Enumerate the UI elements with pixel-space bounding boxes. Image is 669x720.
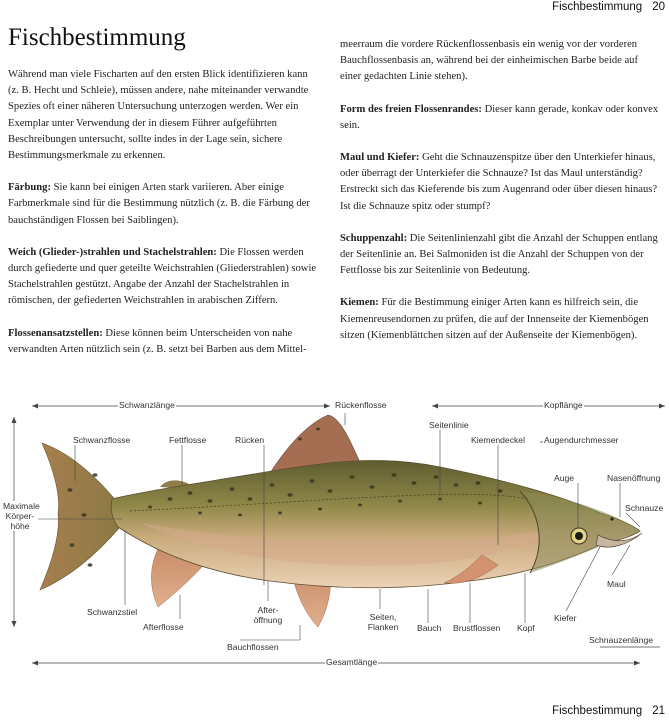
faerbung-paragraph: [8, 180, 318, 229]
footer-title: Fischbestimmung: [552, 705, 643, 717]
schuppen-term: Schuppenzahl:: [340, 232, 408, 244]
label-seitenlinie: Seitenlinie: [429, 420, 469, 430]
continuation-paragraph: [340, 37, 660, 86]
kiemen-paragraph: [340, 295, 660, 344]
schuppen-paragraph: [340, 231, 660, 280]
maul-paragraph: [340, 150, 660, 215]
label-nasenoeffnung: Nasenöffnung: [607, 473, 661, 483]
strahlen-paragraph: [8, 245, 318, 310]
label-ruecken: Rücken: [235, 435, 265, 445]
label-kiefer: Kiefer: [554, 613, 577, 623]
label-bauchflossen: Bauchflossen: [227, 642, 279, 652]
label-maul: Maul: [607, 579, 626, 589]
kiemen-term: Kiemen:: [340, 297, 379, 309]
label-kopflaenge: Kopflänge: [544, 400, 583, 410]
label-fettflosse: Fettflosse: [169, 435, 207, 445]
ansatz-term: Flossenansatzstellen:: [8, 327, 103, 339]
running-header: [552, 1, 665, 13]
faerbung-term: Färbung:: [8, 182, 51, 194]
label-maximale-koerperhoehe: Maximale Körper- höhe: [3, 501, 40, 531]
intro-text: Während man viele Fischarten auf den ersten Blick identifizieren kann (z. B. Hecht und Schleie), müssen andere, nahe miteinander verwandte Spezies oft einer näheren Untersuchung unterzogen werden. Wer ein Exemplar unter Verwendung der in diesem Führer aufgeführten Beschreibungen untersucht, sollte indes in der Lage sein, sichere Bestimmungsmerkmale zu erkennen.: [8, 69, 309, 162]
label-kopf: Kopf: [517, 623, 535, 633]
label-schwanzflosse: Schwanzflosse: [73, 435, 131, 445]
right-text-column: [340, 37, 660, 360]
continuation-text: meerraum die vordere Rückenflossenbasis ein wenig vor der vorderen Bauchflossenbasis an, während bei der einheimischen Barbe beide auf einer gedachten Linie stehen).: [340, 39, 638, 83]
label-schnauze: Schnauze: [625, 503, 664, 513]
faerbung-text: Sie kann bei einigen Arten stark variieren. Aber einige Farbmerkmale sind für die Bestimmung nützlich (z. B. die Färbung der bauchständigen Flossen bei Saiblingen).: [8, 182, 310, 226]
pupil-shape: [575, 532, 583, 540]
header-title: Fischbestimmung: [552, 1, 643, 13]
form-text: Dieser kann gerade, konkav oder konvex sein.: [340, 103, 659, 131]
label-afterflosse: Afterflosse: [143, 622, 184, 632]
ansatz-paragraph: [8, 326, 318, 358]
label-bauch: Bauch: [417, 623, 442, 633]
label-auge: Auge: [554, 473, 575, 483]
label-gesamtlaenge: Gesamtlänge: [326, 657, 378, 667]
label-seiten-flanken: Seiten, Flanken: [364, 612, 402, 632]
label-afteroeffnung: After- öffnung: [253, 605, 283, 625]
label-schnauzenlaenge: Schnauzenlänge: [589, 635, 654, 645]
label-brustflossen: Brustflossen: [453, 623, 501, 633]
page-title: Fischbestimmung: [8, 24, 186, 51]
fish-anatomy-diagram: [0, 395, 669, 675]
label-kiemendeckel: Kiemendeckel: [471, 435, 525, 445]
left-text-column: [8, 67, 318, 374]
form-paragraph: [340, 102, 660, 134]
strahlen-text: Die Flossen werden durch gefiederte und quer geteilte Weichstrahlen (Gliederstrahlen) sowie Stachelstrahlen gestützt. Angabe der Anzahl der Stachelstrahlen in römischen, der gefiederten Weichstrahlen in arabischen Ziffern.: [8, 246, 317, 307]
label-rueckenflosse: Rückenflosse: [335, 400, 387, 410]
maul-text: Geht die Schnauzenspitze über den Unterkiefer hinaus, oder überragt der Unterkiefer die Schnauze? Ist das Maul unterständig? Erstreckt sich das Kieferende bis zum Augenrand oder über diesen hinaus? Ist die Schnauze spitz oder stumpf?: [340, 152, 658, 212]
strahlen-term: Weich (Glieder-)strahlen und Stachelstrahlen:: [8, 246, 217, 258]
label-augendurchmesser: Augendurchmesser: [544, 435, 619, 445]
footer-page-number: 21: [652, 705, 665, 717]
kiemen-text: Für die Bestimmung einiger Arten kann es hilfreich sein, die Kiemenreusendornen zu prüfen, die auf der Innenseite der Kiemenbögen sitzen (Kiemenblättchen sitzen auf der Außenseite der Kiemenbögen).: [340, 297, 649, 341]
ansatz-text: Diese können beim Unterscheiden von nahe verwandten Arten nützlich sein (z. B. setzt bei Barben aus dem Mittel-: [8, 327, 307, 355]
tail-fin-shape: [40, 443, 120, 590]
running-footer: [552, 705, 665, 717]
intro-paragraph: [8, 67, 318, 164]
header-page-number: 20: [652, 1, 665, 13]
nostril-shape: [610, 517, 613, 520]
schuppen-text: Die Seitenlinienzahl gibt die Anzahl der Schuppen entlang der Seitenlinie an. Bei Salmoniden ist die Anzahl der Schuppen von der Fettflosse bis zur Seitenlinie von Bedeutung.: [340, 232, 658, 277]
label-schwanzstiel: Schwanzstiel: [87, 607, 138, 617]
label-schwanzlaenge: Schwanzlänge: [119, 400, 175, 410]
form-term: Form des freien Flossenrandes:: [340, 103, 482, 115]
maul-term: Maul und Kiefer:: [340, 152, 420, 164]
